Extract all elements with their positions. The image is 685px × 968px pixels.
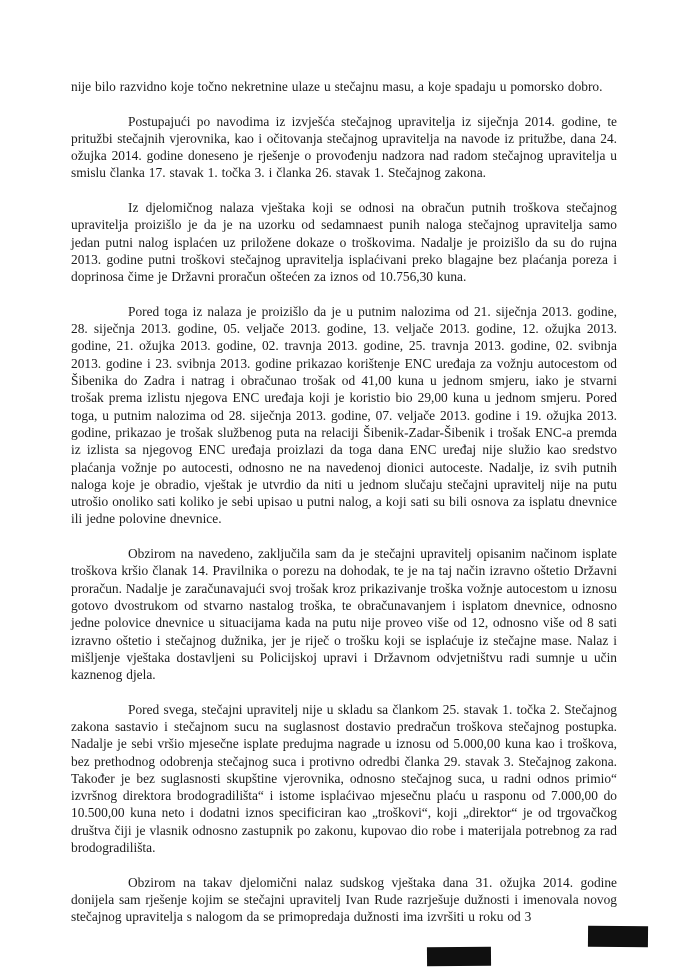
paragraph: Pored svega, stečajni upravitelj nije u skladu sa člankom 25. stavak 1. točka 2. Stečajnog zakona sastavio i stečajnom sucu na suglasnost dostavio predračun troškova stečajnog postupka. Nadalje je sebi vršio mjesečne isplate predujma nagrade u iznosu od 5.000,00 kuna kao i troškova, bez prethodnog odobrenja stečajnog suca i protivno odredbi članka 29. stavak 3. Stečajnog zakona. Također je bez suglasnosti skupštine vjerovnika, odnosno stečajnog suca, u radni odnos primio“ izvršnog direktora brodogradilišta“ i istome isplaćivao mjesečnu plaću u rasponu od 7.000,00 do 10.500,00 kuna neto i dodatni iznos specificiran kao „troškovi“, koji „direktor“ je od trgovačkog društva čiji je vlasnik odnosno zastupnik po zakonu, kupovao dio robe i materijala potrebnog za rad brodogradilišta. (71, 701, 617, 856)
redaction-mark (588, 926, 648, 948)
paragraph: Iz djelomičnog nalaza vještaka koji se odnosi na obračun putnih troškova stečajnog upravitelja proizišlo je da je na uzorku od sedamnaest punih naloga stečajnog upravitelja samo jedan putni nalog isplaćen uz priložene dokaze o troškovima. Nadalje je proizišlo da su do rujna 2013. godine putni troškovi stečajnog upravitelja isplaćivani preko blagajne bez plaćanja poreza i doprinosa čime je Državni proračun oštećen za iznos od 10.756,30 kuna. (71, 200, 617, 285)
document-body (71, 78, 617, 943)
paragraph: Obzirom na takav djelomični nalaz sudskog vještaka dana 31. ožujka 2014. godine donijela sam rješenje kojim se stečajni upravitelj Ivan Rude razrješuje dužnosti i imenovala novog stečajnog upravitelja s nalogom da se primopredaja dužnosti ima izvršiti u roku od 3 (71, 874, 617, 925)
paragraph: Obzirom na navedeno, zaključila sam da je stečajni upravitelj opisanim načinom isplate troškova kršio članak 14. Pravilnika o porezu na dohodak, te je na taj način izravno oštetio Državni proračun. Nadalje je zaračunavajući svoj trošak kroz prikazivanje troška vožnje autocestom u iznosu gotovo dvostrukom od stvarno nastalog troška, te obračunavanjem i isplatom dnevnice, odnosno jedne polovice dnevnice u situacijama kada na putu nije proveo više od 12, odnosno više od 8 sati izravno oštetio i stečajnog dužnika, jer je riječ o trošku koji se isplaćuje iz stečajne mase. Nalaz i mišljenje vještaka dostavljeni su Policijskoj upravi i Državnom odvjetništvu radi sumnje u učin kaznenog djela. (71, 546, 617, 683)
paragraph: nije bilo razvidno koje točno nekretnine ulaze u stečajnu masu, a koje spadaju u pomorsko dobro. (71, 79, 603, 94)
paragraph: Postupajući po navodima iz izvješća stečajnog upravitelja iz siječnja 2014. godine, te pritužbi stečajnih vjerovnika, kao i očitovanja stečajnog upravitelja na navode iz pritužbe, dana 24. ožujka 2014. godine doneseno je rješenje o provođenju nadzora nad radom stečajnog upravitelja u smislu članka 17. stavak 1. točka 3. i članka 26. stavak 1. Stečajnog zakona. (71, 113, 617, 181)
paragraph: Pored toga iz nalaza je proizišlo da je u putnim nalozima od 21. siječnja 2013. godine, 28. siječnja 2013. godine, 05. veljače 2013. godine, 13. veljače 2013. godine, 12. ožujka 2013. godine, 21. ožujka 2013. godine, 02. travnja 2013. godine, 25. travnja 2013. godine, 02. svibnja 2013. godine i 23. svibnja 2013. godine prikazao korištenje ENC uređaja za vožnju autocestom od Šibenika do Zadra i natrag i obračunao trošak od 41,00 kuna u jednom smjeru, iako je stvarni trošak prema izlistu njegova ENC uređaja koji je koristio bio 29,00 kuna u jednom smjeru. Pored toga, u putnim nalozima od 28. siječnja 2013. godine, 07. veljače 2013. godine i 19. ožujka 2013. godine, prikazao je trošak službenog puta na relaciji Šibenik-Zadar-Šibenik i trošak ENC-a premda iz izlista sa njegovog ENC uređaja proizlazi da toga dana ENC uređaj nije služio kao sredstvo plaćanja vožnje po autocesti, odnosno ne na navedenoj dionici autoceste. Nadalje, iz svih putnih naloga koje je obradio, vještak je utvrdio da niti u jednom slučaju stečajni upravitelj nije na putu utrošio onoliko sati koliko je sebi upisao u putni nalog, a koji sati su bili osnova za isplatu dnevnice ili jedne polovine dnevnice. (71, 303, 617, 527)
redaction-mark (427, 947, 491, 967)
